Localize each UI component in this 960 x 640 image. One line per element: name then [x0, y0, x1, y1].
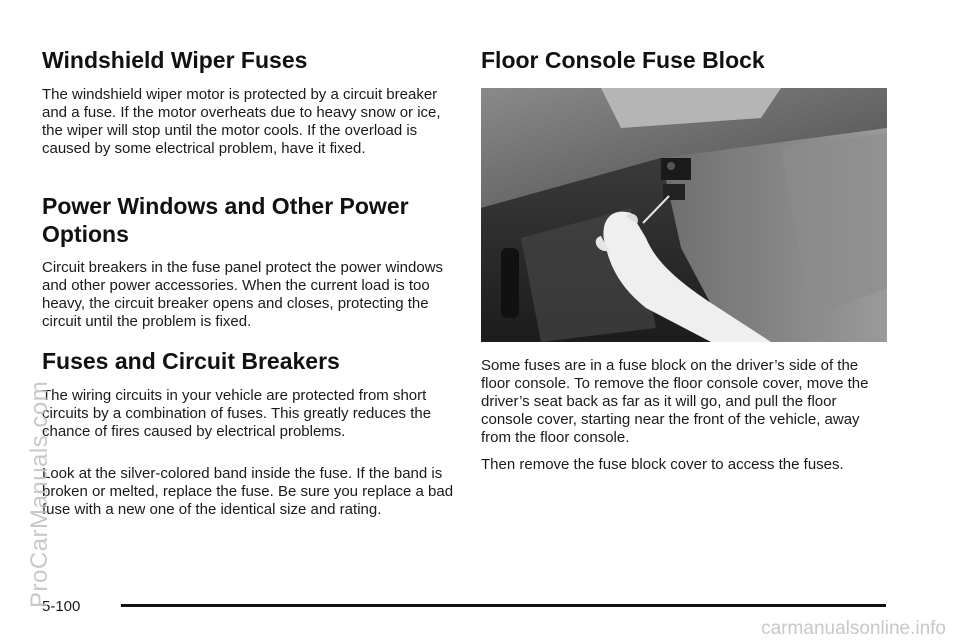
section-title-fuses-breakers: Fuses and Circuit Breakers [42, 348, 340, 374]
fuses-breakers-body-1: The wiring circuits in your vehicle are protected from short circuits by a combination of fuses. This greatly reduces the chance of fires caused by electrical problems. [42, 387, 432, 440]
section-title-power-windows: Power Windows and Other Power Options [42, 193, 409, 247]
section-title-wiper-fuses: Windshield Wiper Fuses [42, 47, 308, 73]
floor-console-body-2: Then remove the fuse block cover to access the fuses. [481, 456, 844, 473]
wiper-fuses-body: The windshield wiper motor is protected by a circuit breaker and a fuse. If the motor overheats due to heavy snow or ice, the wiper will stop until the motor cools. If the overload is caused by some electrical problem, have it fixed. [42, 86, 441, 157]
floor-console-photo [481, 88, 887, 342]
fuses-breakers-body-2: Look at the silver-colored band inside the fuse. If the band is broken or melted, replace the fuse. Be sure you replace a bad fuse with a new one of the identical size and rating. [42, 465, 454, 518]
section-title-floor-console: Floor Console Fuse Block [481, 47, 765, 73]
floor-console-body-1: Some fuses are in a fuse block on the driver’s side of the floor console. To remove the floor console cover, move the driver’s seat back as far as it will go, and pull the floor console cover, starting near the front of the vehicle, away from the floor console. [481, 357, 869, 446]
power-windows-body: Circuit breakers in the fuse panel protect the power windows and other power accessories. When the current load is too heavy, the circuit breaker opens and closes, protecting the circuit until the problem is fixed. [42, 259, 444, 330]
bottom-watermark: carmanualsonline.info [761, 618, 946, 639]
page-number: 5-100 [42, 598, 81, 615]
side-watermark: ProCarManuals.com [26, 380, 53, 608]
footer-rule [121, 604, 886, 607]
